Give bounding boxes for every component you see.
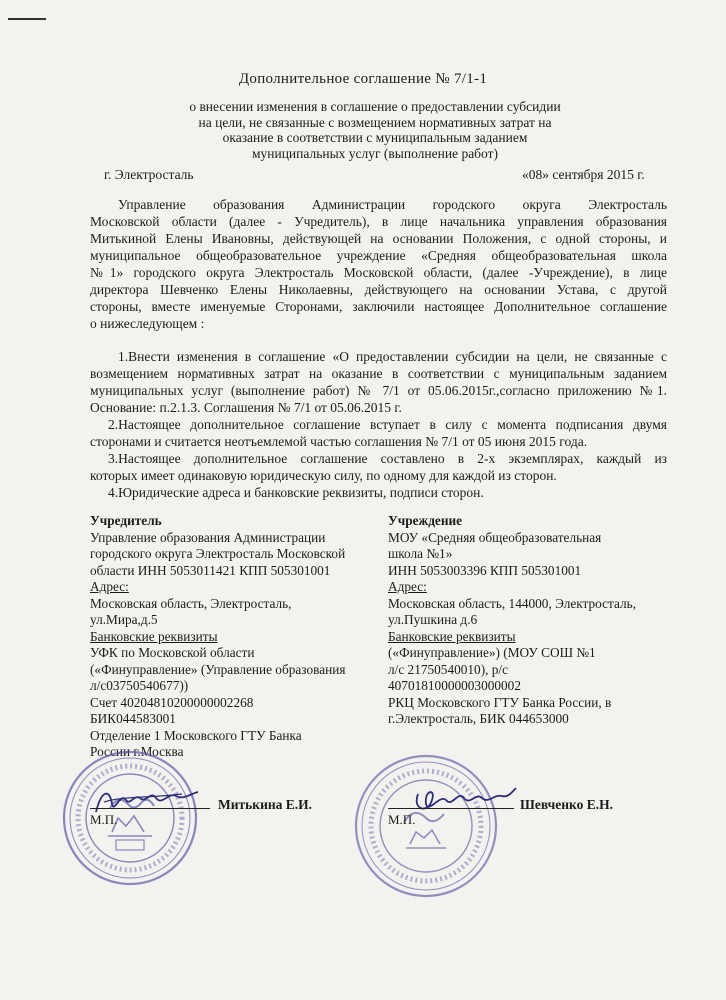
document-subtitle <box>150 99 600 161</box>
institution-address-line: Московская область, 144000, Электросталь, <box>388 595 637 611</box>
clause-line: 2.Настоящее дополнительное соглашение вступает в силу с момента подписания двумя <box>108 417 667 432</box>
subtitle-line: муниципальных услуг (выполнение работ) <box>251 145 499 161</box>
institution-signature-line <box>388 808 514 809</box>
preamble-line: муниципальное общеобразовательное учреждение «Средняя общеобразовательная школа <box>90 248 667 263</box>
subtitle-line: оказание в соответствии с муниципальным заданием <box>222 130 528 145</box>
institution-seal-stamp <box>352 752 500 900</box>
subtitle-line: на цели, не связанные с возмещением нормативных затрат на <box>198 114 552 130</box>
institution-name-line: ИНН 5053003396 КПП 505301001 <box>388 562 582 578</box>
subtitle-line: о внесении изменения в соглашение о предоставлении субсидии <box>189 99 561 114</box>
founder-bank-line: УФК по Московской области <box>90 645 255 660</box>
institution-heading: Учреждение <box>388 513 463 528</box>
preamble-line: Управление образования Администрации городского округа Электросталь <box>118 197 667 212</box>
institution-name-line: МОУ «Средняя общеобразовательная <box>388 529 602 545</box>
founder-heading: Учредитель <box>90 513 162 528</box>
institution-signature <box>410 780 520 820</box>
preamble-line: Московской области (далее - Учредитель), в лице начальника управления образования <box>90 214 667 229</box>
institution-address-label: Адрес: <box>388 579 427 594</box>
founder-bank-label: Банковские реквизиты <box>90 628 218 644</box>
document-city: г. Электросталь <box>104 167 194 182</box>
founder-name-line: области ИНН 5053011421 КПП 505301001 <box>90 562 331 578</box>
institution-bank-label: Банковские реквизиты <box>388 628 516 644</box>
clauses <box>90 348 667 501</box>
founder-bank-line: Отделение 1 Московского ГТУ Банка <box>90 727 302 743</box>
preamble <box>90 196 667 332</box>
clause-line: возмещением нормативных затрат на оказание в соответствии с муниципальным заданием <box>90 366 667 381</box>
clause-line: Основание: п.2.1.3. Соглашения № 7/1 от 05.06.2015 г. <box>90 400 402 415</box>
institution-bank-line: г.Электросталь, БИК 044653000 <box>388 711 569 726</box>
preamble-line: о нижеследующем : <box>90 316 205 331</box>
clause-line: муниципальных услуг (выполнение работ) № 7/1 от 05.06.2015г.,согласно приложению №1. <box>90 383 667 398</box>
founder-address-line: ул.Мира,д.5 <box>90 612 158 627</box>
founder-name-line: городского округа Электросталь Московской <box>90 546 346 561</box>
founder-bank-line: л/с03750540677)) <box>90 678 189 693</box>
founder-signature-line <box>90 808 210 809</box>
institution-details <box>388 513 658 728</box>
clause-line: которых имеет одинаковую юридическую силу, по одному для каждой из сторон. <box>90 468 557 483</box>
institution-bank-line: РКЦ Московского ГТУ Банка России, в <box>388 694 612 710</box>
founder-bank-line: Счет 40204810200000002268 <box>90 694 254 710</box>
document-title: Дополнительное соглашение № 7/1-1 <box>238 71 488 87</box>
institution-address-line: ул.Пушкина д.6 <box>388 612 478 627</box>
clause-line: 3.Настоящее дополнительное соглашение составлено в 2-х экземплярах, каждый из <box>108 451 667 466</box>
founder-bank-line: БИК044583001 <box>90 711 176 726</box>
institution-seal-label: М.П. <box>388 812 416 827</box>
preamble-line: стороны, вместе именуемые Сторонами, заключили настоящее Дополнительное соглашение <box>90 299 667 314</box>
clause-line: 4.Юридические адреса и банковские реквизиты, подписи сторон. <box>108 485 484 500</box>
institution-bank-line: л/с 21750540010), р/с <box>388 661 509 677</box>
institution-bank-line: («Финуправление») (МОУ СОШ №1 <box>388 645 596 660</box>
document-date: «08» сентября 2015 г. <box>522 167 645 182</box>
founder-signatory: Митькина Е.И. <box>218 797 313 812</box>
institution-signatory: Шевченко Е.Н. <box>520 797 613 812</box>
institution-name-line: школа №1» <box>388 546 453 561</box>
founder-details <box>90 513 362 761</box>
scan-edge-mark <box>8 18 46 20</box>
institution-bank-line: 40701810000003000002 <box>388 678 521 693</box>
preamble-line: директора Шевченко Елены Николаевны, действующего на основании Устава, с другой <box>90 282 667 297</box>
founder-address-label: Адрес: <box>90 579 129 594</box>
preamble-line: Митькиной Елены Ивановны, действующей на основании Положения, с одной стороны, и <box>90 231 667 246</box>
preamble-line: №1» городского округа Электросталь Московской области, (далее -Учреждение), в лице <box>90 265 667 280</box>
founder-bank-line: («Финуправление» (Управление образования <box>90 661 346 677</box>
founder-seal-label: М.П. <box>90 812 118 827</box>
founder-bank-line: России г.Москва <box>90 744 184 759</box>
clause-line: 1.Внести изменения в соглашение «О предоставлении субсидии на цели, не связанные с <box>118 349 667 364</box>
clause-line: сторонами и считается неотъемлемой частью соглашения № 7/1 от 05 июня 2015 года. <box>90 434 588 449</box>
founder-address-line: Московская область, Электросталь, <box>90 595 292 611</box>
founder-name-line: Управление образования Администрации <box>90 529 326 545</box>
